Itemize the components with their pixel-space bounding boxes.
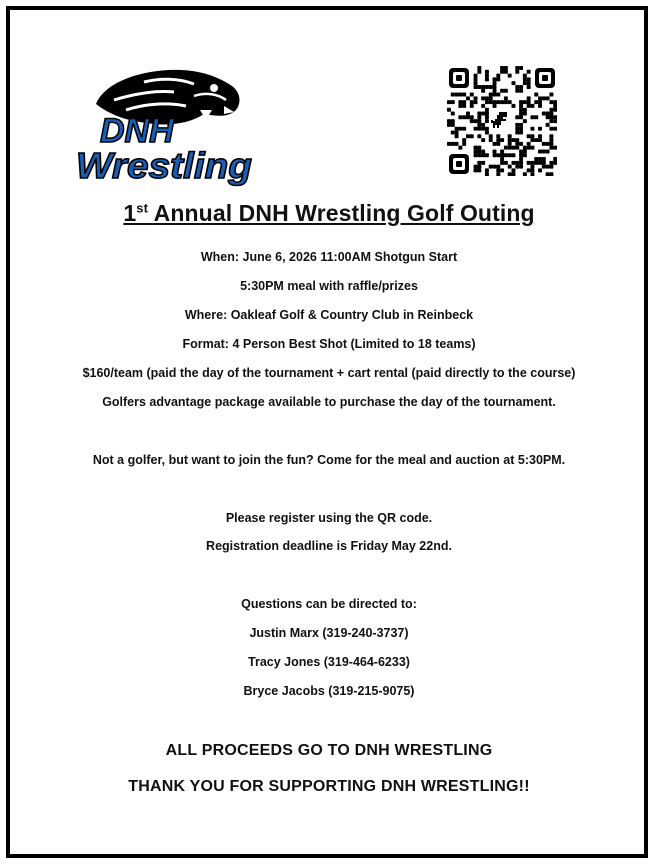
non-golfer-note: Not a golfer, but want to join the fun? Come for the meal and auction at 5:30PM. <box>92 453 566 467</box>
title-ordinal: 1 <box>123 200 137 226</box>
thank-you-statement: THANK YOU FOR SUPPORTING DNH WRESTLING!! <box>128 778 530 795</box>
event-when: When: June 6, 2026 11:00AM Shotgun Start <box>200 250 458 264</box>
contact-person: Justin Marx (319-240-3737) <box>249 626 409 640</box>
logo-wrestling-text: Wrestling <box>76 145 253 186</box>
event-price: $160/team (paid the day of the tournament + cart rental (paid directly to the course) <box>82 366 576 380</box>
dnh-wrestling-logo <box>74 66 256 190</box>
qr-finder-top-left <box>449 68 469 88</box>
event-title <box>0 200 658 227</box>
contacts-heading: Questions can be directed to: <box>241 597 417 611</box>
contact-person: Tracy Jones (319-464-6233) <box>248 655 410 669</box>
registration-instruction: Please register using the QR code. <box>225 511 433 525</box>
contact-person: Bryce Jacobs (319-215-9075) <box>243 684 415 698</box>
title-ordinal-suffix: st <box>136 200 149 216</box>
event-where: Where: Oakleaf Golf & Country Club in Reinbeck <box>184 308 474 322</box>
dinosaur-icon <box>490 109 514 133</box>
event-package: Golfers advantage package available to purchase the day of the tournament. <box>102 395 556 409</box>
event-meal: 5:30PM meal with raffle/prizes <box>240 279 418 293</box>
qr-finder-bottom-left <box>449 154 469 174</box>
qr-finder-top-right <box>535 68 555 88</box>
registration-deadline: Registration deadline is Friday May 22nd. <box>206 539 452 553</box>
title-text: Annual DNH Wrestling Golf Outing <box>153 200 535 226</box>
registration-qr-code[interactable] <box>447 66 557 176</box>
proceeds-statement: ALL PROCEEDS GO TO DNH WRESTLING <box>165 742 493 759</box>
event-format: Format: 4 Person Best Shot (Limited to 18 teams) <box>182 337 476 351</box>
logo-dnh-text: DNH <box>100 112 174 150</box>
